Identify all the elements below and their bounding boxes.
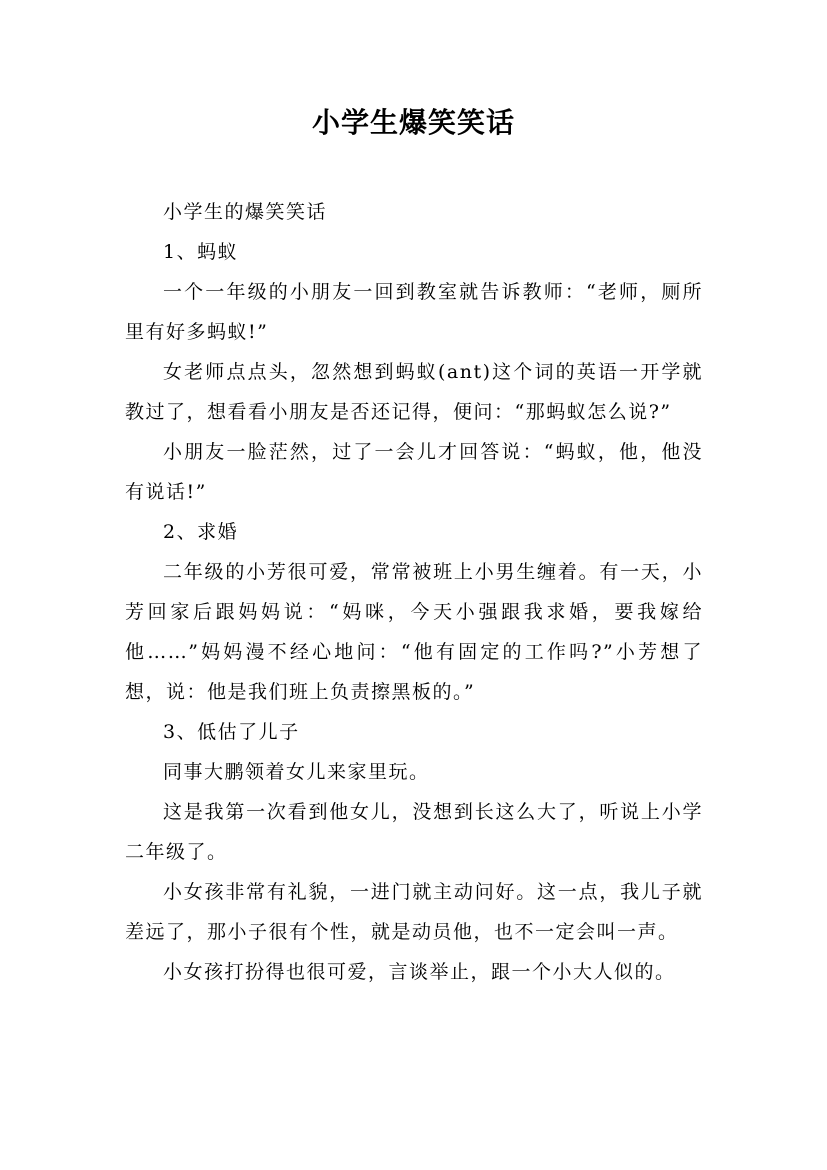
section-heading-underestimated-son: 3、低估了儿子 <box>163 721 300 743</box>
paragraph: 同事大鹏领着女儿来家里玩。 <box>163 761 430 783</box>
section-heading-ants: 1、蚂蚁 <box>163 241 239 263</box>
paragraph: 小朋友一脸茫然，过了一会儿才回答说：“蚂蚁，他，他没有说话!” <box>125 441 703 503</box>
paragraph: 女老师点点头，忽然想到蚂蚁(ant)这个词的英语一开学就教过了，想看看小朋友是否还记得，便问：“那蚂蚁怎么说?” <box>125 361 703 423</box>
paragraph: 小女孩打扮得也很可爱，言谈举止，跟一个小大人似的。 <box>163 961 676 983</box>
paragraph-subtitle: 小学生的爆笑笑话 <box>163 201 328 223</box>
paragraph: 二年级的小芳很可爱，常常被班上小男生缠着。有一天，小芳回家后跟妈妈说：“妈咪，今天小强跟我求婚，要我嫁给他……”妈妈漫不经心地问：“他有固定的工作吗?”小芳想了想，说：他是我们班上负责擦黑板的。” <box>125 561 703 703</box>
paragraph: 一个一年级的小朋友一回到教室就告诉教师：“老师，厕所里有好多蚂蚁!” <box>125 281 703 343</box>
paragraph: 小女孩非常有礼貌，一进门就主动问好。这一点，我儿子就差远了，那小子很有个性，就是动员他，也不一定会叫一声。 <box>125 881 703 943</box>
paragraph: 这是我第一次看到他女儿，没想到长这么大了，听说上小学二年级了。 <box>125 801 703 863</box>
document-body <box>125 192 703 992</box>
section-heading-proposal: 2、求婚 <box>163 521 239 543</box>
document-title: 小学生爆笑笑话 <box>311 106 515 139</box>
